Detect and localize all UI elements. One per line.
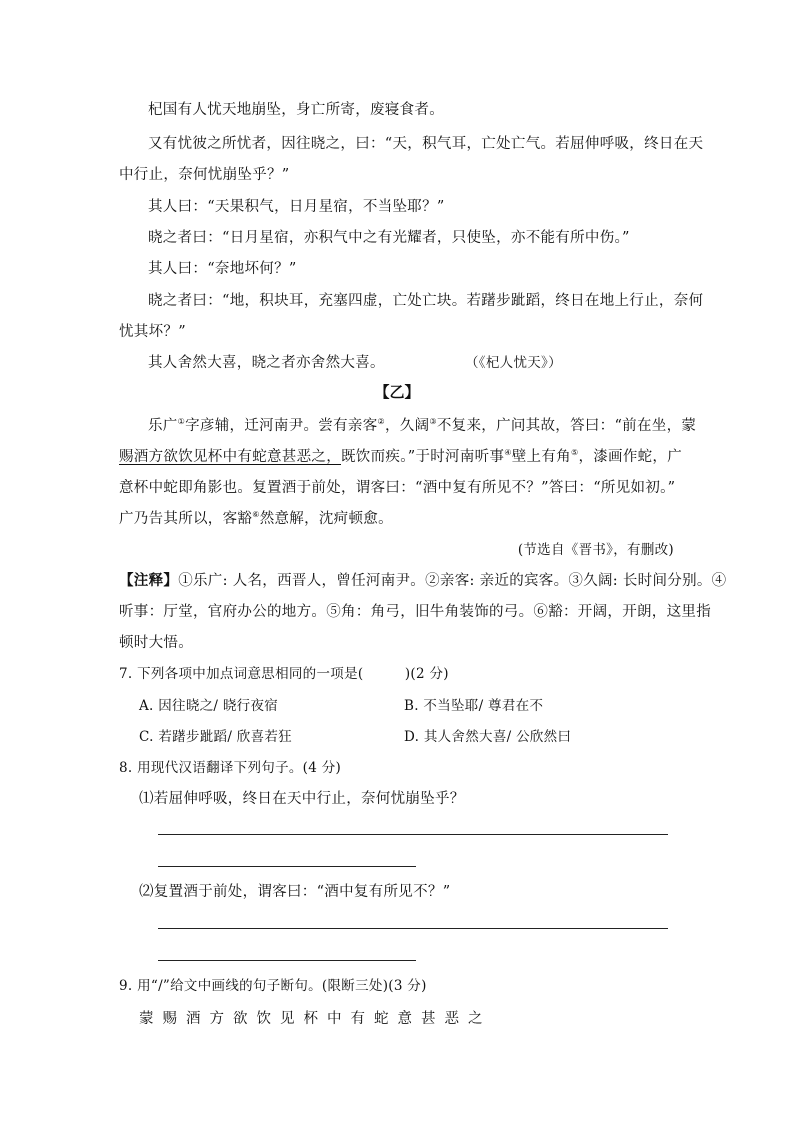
passage-b-line-1: 乐广①字彦辅，迁河南尹。尝有亲客②，久阔③不复来，广问其故，答曰：“前在坐，蒙 — [148, 417, 697, 434]
q9-sentence: 蒙赐酒方欲饮见杯中有蛇意甚恶之 — [139, 1011, 492, 1027]
q7-option-c: C. 若躇步跐蹈/ 欣喜若狂 — [139, 729, 292, 745]
notes-label: 【注释】 — [119, 572, 179, 589]
passage-a-line-8: 忧其坏？” — [119, 324, 186, 340]
passage-a-line-1: 杞国有人忧天地崩坠，身亡所寄，废寝食者。 — [148, 102, 444, 118]
passage-a-line-5: 晓之者曰：“日月星宿，亦积气中之有光耀者，只使坠，亦不能有所中伤。” — [148, 230, 630, 246]
passage-b-heading: 【乙】 — [374, 383, 420, 401]
answer-line-1 — [158, 834, 668, 835]
q8-sentence-1: ⑴若屈伸呼吸，终日在天中行止，奈何忧崩坠乎？ — [139, 791, 465, 807]
notes-line-3: 顿时大悟。 — [119, 635, 193, 651]
note-marker-1: ① — [177, 417, 186, 427]
note-marker-2: ② — [377, 417, 385, 427]
q7-option-b: B. 不当坠耶/ 尊君在不 — [404, 698, 544, 714]
q7-option-d: D. 其人舍然大喜/ 公欣然曰 — [404, 729, 572, 745]
note-marker-4: ④ — [504, 448, 512, 458]
passage-b-line-3: 意杯中蛇即角影也。复置酒于前处，谓客曰：“酒中复有所见不？”答曰：“所见如初。” — [119, 480, 676, 496]
passage-b-line-4: 广乃告其所以，客豁⑥然意解，沈疴顿愈。 — [119, 510, 393, 527]
q9-stem: 9. 用“/”给文中画线的句子断句。(限断三处)(3 分) — [119, 978, 427, 994]
q7-stem: 7. 下列各项中加点词意思相同的一项是( )(2 分) — [119, 666, 449, 682]
q8-sentence-2: ⑵复置酒于前处，谓客曰：“酒中复有所见不？” — [139, 884, 451, 900]
q7-option-a: A. 因往晓之/ 晓行夜宿 — [139, 698, 279, 714]
answer-line-2 — [158, 866, 416, 867]
passage-a-line-7: 晓之者曰：“地，积块耳，充塞四虚，亡处亡块。若躇步跐蹈，终日在地上行止，奈何 — [148, 293, 704, 309]
passage-a-line-3: 中行止，奈何忧崩坠乎？” — [119, 167, 290, 183]
passage-a-line-6: 其人曰：“奈地坏何？” — [148, 261, 297, 277]
notes-line-1: 【注释】①乐广: 人名，西晋人，曾任河南尹。②亲客: 亲近的宾客。③久阔: 长时间分别。④ — [119, 572, 727, 589]
passage-a-line-9: 其人舍然大喜，晓之者亦舍然大喜。 — [148, 355, 385, 371]
note-marker-3: ③ — [429, 417, 437, 427]
underlined-sentence: 赐酒方欲饮见杯中有蛇意甚恶之， — [119, 449, 341, 465]
passage-a-line-4: 其人曰：“天果积气，日月星宿，不当坠耶？” — [148, 199, 445, 215]
passage-b-source: (节选自《晋书》，有删改) — [517, 542, 674, 558]
notes-line-2: 听事：厅堂，官府办公的地方。⑤角：角弓，旧牛角装饰的弓。⑥豁：开阔，开朗，这里指 — [119, 604, 711, 620]
answer-line-3 — [158, 928, 668, 929]
q8-stem: 8. 用现代汉语翻译下列句子。(4 分) — [119, 760, 342, 776]
passage-a-line-2: 又有忧彼之所忧者，因往晓之，曰：“天，积气耳，亡处亡气。若屈伸呼吸，终日在天 — [148, 136, 704, 152]
passage-b-line-2: 赐酒方欲饮见杯中有蛇意甚恶之，既饮而疾。”于时河南听事④壁上有角⑤，漆画作蛇，广 — [119, 448, 683, 465]
note-marker-6: ⑥ — [252, 510, 260, 520]
note-marker-5: ⑤ — [570, 448, 579, 458]
answer-line-4 — [158, 960, 416, 961]
passage-a-source: （《杞人忧天》） — [465, 355, 562, 371]
